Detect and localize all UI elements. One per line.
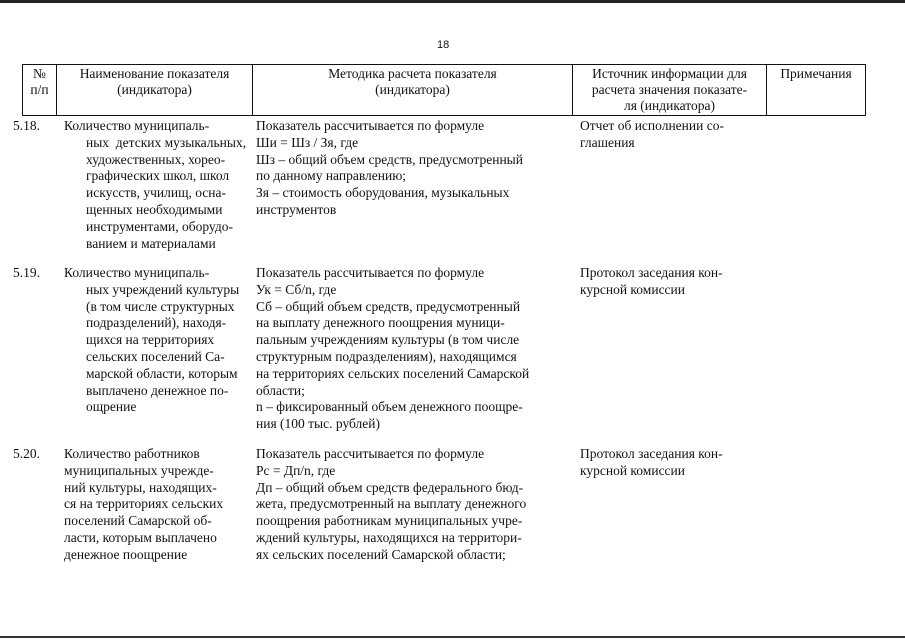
header-source-line: расчета значения показате-	[591, 82, 748, 97]
method-line: n – фиксированный объем денежного поощре-	[256, 399, 523, 415]
header-notes	[767, 66, 865, 82]
method-line: по данному направлению;	[256, 168, 407, 184]
name-line: ных учреждений культуры	[86, 281, 240, 297]
row-source-cell	[580, 118, 760, 152]
name-line: денежное поощрение	[64, 546, 188, 562]
method-line: жета, предусмотренный на выплату денежного	[256, 496, 527, 512]
method-line: области;	[256, 382, 305, 398]
header-bottom-line	[22, 115, 866, 116]
row-source-cell	[580, 265, 760, 299]
method-line: Ук = Сб/n, где	[256, 281, 337, 297]
name-line: ощрение	[86, 399, 137, 415]
name-line: ванием и материалами	[86, 235, 216, 251]
row-method-cell	[256, 446, 576, 564]
row-name-cell	[64, 265, 249, 416]
name-line: марской области, которым	[86, 365, 238, 381]
name-line: ласти, которым выплачено	[64, 529, 217, 545]
row-source-cell	[580, 446, 760, 480]
row-method-cell	[256, 265, 576, 433]
header-num-line: №	[33, 66, 46, 81]
method-line: ния (100 тыс. рублей)	[256, 416, 380, 432]
source-line: глашения	[580, 134, 635, 150]
source-line: Протокол заседания кон-	[580, 446, 723, 461]
row-method-cell	[256, 118, 576, 219]
method-line: Сб – общий объем средств, предусмотренный	[256, 298, 521, 314]
method-line: Зя – стоимость оборудования, музыкальных	[256, 185, 510, 201]
method-line: Показатель рассчитывается по формуле	[256, 446, 485, 461]
name-line: художественных, хорео-	[86, 151, 226, 167]
method-line: Шз – общий объем средств, предусмотренный	[256, 151, 523, 167]
header-method	[253, 66, 572, 98]
table-header	[22, 64, 866, 116]
name-line: выплачено денежное по-	[86, 382, 229, 398]
header-num-line: п/п	[30, 82, 49, 97]
name-line: (в том числе структурных	[86, 298, 235, 314]
header-notes-line: Примечания	[780, 66, 852, 81]
name-line: поселений Самарской об-	[64, 513, 212, 529]
name-line: муниципальных учрежде-	[64, 462, 214, 478]
row-name-cell	[64, 118, 249, 252]
method-line: ях сельских поселений Самарской области;	[256, 546, 506, 562]
header-source-line: Источник информации для	[592, 66, 747, 81]
header-name-line: (индикатора)	[117, 82, 192, 97]
header-source	[573, 66, 766, 114]
name-line: искусств, училищ, осна-	[86, 185, 227, 201]
row-number: 5.20.	[13, 446, 40, 461]
row-number: 5.19.	[13, 265, 40, 280]
page-number: 18	[437, 39, 450, 51]
method-line: на территориях сельских поселений Самарской	[256, 365, 530, 381]
row-number: 5.18.	[13, 118, 40, 133]
source-line: Отчет об исполнении со-	[580, 118, 724, 133]
name-line: подразделений), находя-	[86, 315, 227, 331]
name-line: щенных необходимыми	[86, 201, 223, 217]
header-num	[23, 66, 56, 98]
name-line: Количество муниципаль-	[64, 265, 210, 280]
bottom-border-rule	[0, 636, 905, 638]
row-name-cell	[64, 446, 249, 564]
source-line: Протокол заседания кон-	[580, 265, 723, 280]
source-line: курсной комиссии	[580, 281, 686, 297]
method-line: на выплату денежного поощрения муници-	[256, 315, 505, 331]
source-line: курсной комиссии	[580, 462, 686, 478]
top-border-rule	[0, 0, 905, 3]
name-line: сельских поселений Са-	[86, 348, 225, 364]
name-line: Количество муниципаль-	[64, 118, 210, 133]
header-name	[57, 66, 252, 98]
method-line: ждений культуры, находящихся на территори-	[256, 529, 522, 545]
method-line: инструментов	[256, 201, 337, 217]
header-method-line: (индикатора)	[375, 82, 450, 97]
method-line: пальным учреждениям культуры (в том числе	[256, 332, 520, 348]
method-line: Рс = Дп/n, где	[256, 462, 336, 478]
method-line: структурным подразделениям), находящимся	[256, 348, 517, 364]
method-line: поощрения работникам муниципальных учре-	[256, 513, 523, 529]
name-line: Количество работников	[64, 446, 200, 461]
name-line: графических школ, школ	[86, 168, 230, 184]
name-line: ся на территориях сельских	[64, 496, 224, 512]
method-line: Показатель рассчитывается по формуле	[256, 265, 485, 280]
name-line: инструментами, оборудо-	[86, 218, 233, 234]
name-line: ний культуры, находящих-	[64, 479, 217, 495]
header-top-line	[22, 64, 866, 65]
name-line: ных детских музыкальных,	[86, 134, 247, 150]
header-method-line: Методика расчета показателя	[328, 66, 497, 81]
method-line: Ши = Шз / Зя, где	[256, 134, 359, 150]
header-source-line: ля (индикатора)	[623, 98, 716, 113]
header-name-line: Наименование показателя	[79, 66, 230, 81]
name-line: щихся на территориях	[86, 332, 215, 348]
method-line: Показатель рассчитывается по формуле	[256, 118, 485, 133]
method-line: Дп – общий объем средств федерального бюд-	[256, 479, 524, 495]
header-divider	[865, 64, 866, 116]
